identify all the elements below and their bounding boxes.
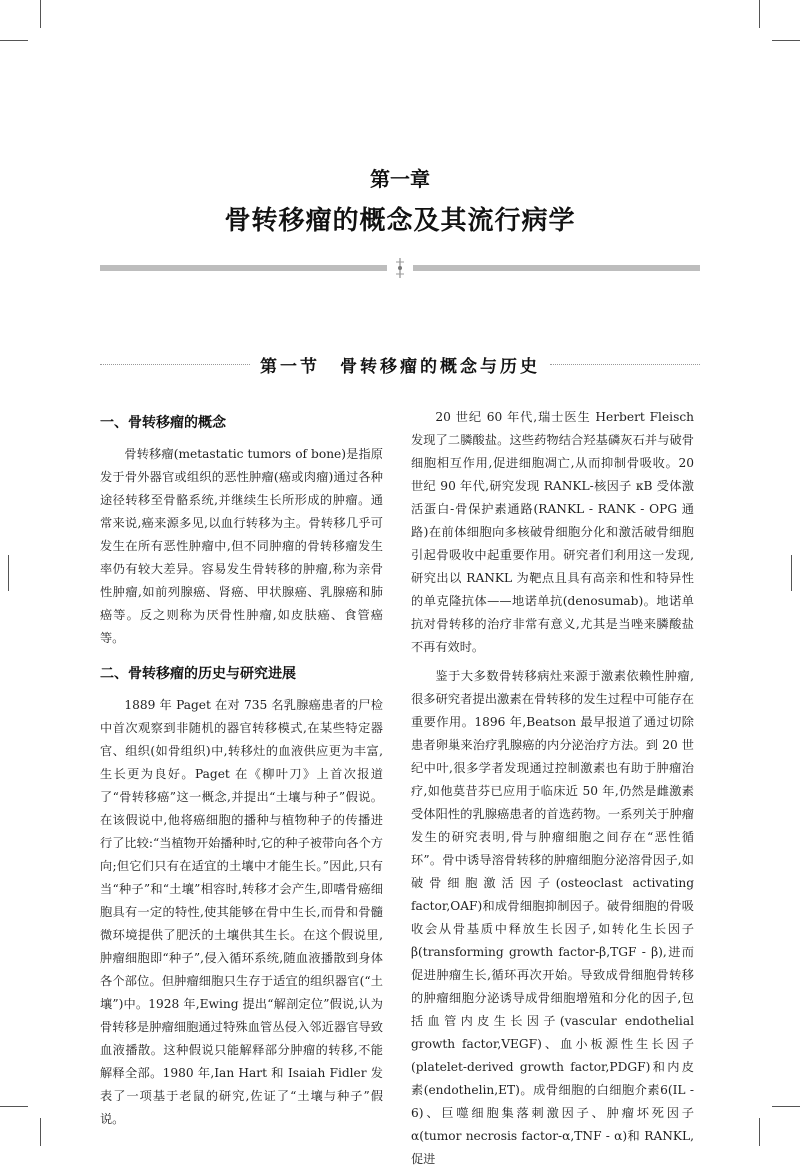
decorative-band-right	[413, 265, 700, 271]
paragraph-concept: 骨转移瘤(metastatic tumors of bone)是指原发于骨外器官或组织的恶性肿瘤(癌或肉瘤)通过各种途径转移至骨骼系统,并继续生长所形成的肿瘤。通常来说,癌来源多见,以血行转移为主。骨转移几乎可发生在所有恶性肿瘤中,但不同肿瘤的骨转移瘤发生率仍有较大差异。容易发生骨转移的肿瘤,称为亲骨性肿瘤,如前列腺癌、肾癌、甲状腺癌、乳腺癌和肺癌等。反之则称为厌骨性肿瘤,如皮肤癌、食管癌等。	[100, 447, 383, 645]
section-title: 第一节 骨转移瘤的概念与历史	[260, 357, 540, 377]
crop-mark	[40, 1118, 41, 1146]
left-column	[100, 406, 383, 1131]
crop-mark	[0, 40, 28, 41]
crop-mark	[772, 40, 800, 41]
crop-mark	[791, 555, 792, 591]
crop-mark	[759, 1118, 760, 1146]
paragraph-bisphosphonate: 20 世纪 60 年代,瑞士医生 Herbert Fleisch 发现了二膦酸盐。这些药物结合羟基磷灰石并与破骨细胞相互作用,促进细胞凋亡,从而抑制骨吸收。20 世纪 90 年代,研究发现 RANKL-核因子 κB 受体激活蛋白-骨保护素通路(RANKL - RANK - OPG 通路)在前体细胞向多核破骨细胞分化和激活破骨细胞引起骨吸收中起重要作用。研究者们利用这一发现,研究出以 RANKL 为靶点且具有高亲和性和特异性的单克隆抗体——地诺单抗(denosumab)。地诺单抗对骨转移的治疗非常有意义,尤其是当唑来膦酸盐不再有效时。	[411, 410, 694, 654]
chapter-title: 骨转移瘤的概念及其流行病学	[224, 206, 576, 236]
crop-mark	[8, 555, 9, 591]
right-column	[411, 406, 694, 1171]
crop-mark	[0, 1106, 28, 1107]
chapter-number: 第一章	[370, 167, 430, 191]
crop-mark	[772, 1106, 800, 1107]
crop-mark	[40, 0, 41, 28]
paragraph-history: 1889 年 Paget 在对 735 名乳腺癌患者的尸检中首次观察到非随机的器官转移模式,在某些特定器官、组织(如骨组织)中,转移灶的血液供应更为丰富,生长更为良好。Paget 在《柳叶刀》上首次报道了“骨转移癌”这一概念,并提出“土壤与种子”假说。在该假说中,他将癌细胞的播种与植物种子的传播进行了比较:“当植物开始播种时,它的种子被带向各个方向;但它们只有在适宜的土壤中才能生长。”因此,只有当“种子”和“土壤”相容时,转移才会产生,即嗜骨癌细胞具有一定的特性,使其能够在骨中生长,而骨和骨髓微环境提供了肥沃的土壤供其生长。在这个假说里,肿瘤细胞即“种子”,侵入循环系统,随血液播散到身体各个部位。但肿瘤细胞只生存于适宜的组织器官(“土壤”)中。1928 年,Ewing 提出“解剖定位”假说,认为骨转移是肿瘤细胞通过特殊血管丛侵入邻近器官导致血液播散。这种假说只能解释部分肿瘤的转移,不能解释全部。1980 年,Ian Hart 和 Isaiah Fidler 发表了一项基于老鼠的研究,佐证了“土壤与种子”假说。	[100, 698, 383, 1126]
paragraph-hormone: 鉴于大多数骨转移病灶来源于激素依赖性肿瘤,很多研究者提出激素在骨转移的发生过程中可能存在重要作用。1896 年,Beatson 最早报道了通过切除患者卵巢来治疗乳腺癌的内分泌治疗方法。到 20 世纪中叶,很多学者发现通过控制激素也有助于肿瘤治疗,如他莫昔芬已应用于临床近 50 年,仍然是雌激素受体阳性的乳腺癌患者的首选药物。一系列关于肿瘤发生的研究表明,骨与肿瘤细胞之间存在“恶性循环”。骨中诱导溶骨转移的肿瘤细胞分泌溶骨因子,如破骨细胞激活因子(osteoclast activating factor,OAF)和成骨细胞抑制因子。破骨细胞的骨吸收会从骨基质中释放生长因子,如转化生长因子 β(transforming growth factor-β,TGF - β),进而促进肿瘤生长,循环再次开始。导致成骨细胞骨转移的肿瘤细胞分泌诱导成骨细胞增殖和分化的因子,包括血管内皮生长因子(vascular endothelial growth factor,VEGF)、血小板源性生长因子(platelet-derived growth factor,PDGF)和内皮素(endothelin,ET)。成骨细胞的白细胞介素6(IL - 6)、巨噬细胞集落刺激因子、肿瘤坏死因子 α(tumor necrosis factor-α,TNF - α)和 RANKL,促进	[411, 669, 694, 1166]
decorative-band-left	[100, 265, 387, 271]
heading-concept: 一、骨转移瘤的概念	[100, 415, 226, 431]
heading-history: 二、骨转移瘤的历史与研究进展	[100, 666, 296, 682]
ornament-icon	[392, 258, 408, 278]
crop-mark	[759, 0, 760, 28]
